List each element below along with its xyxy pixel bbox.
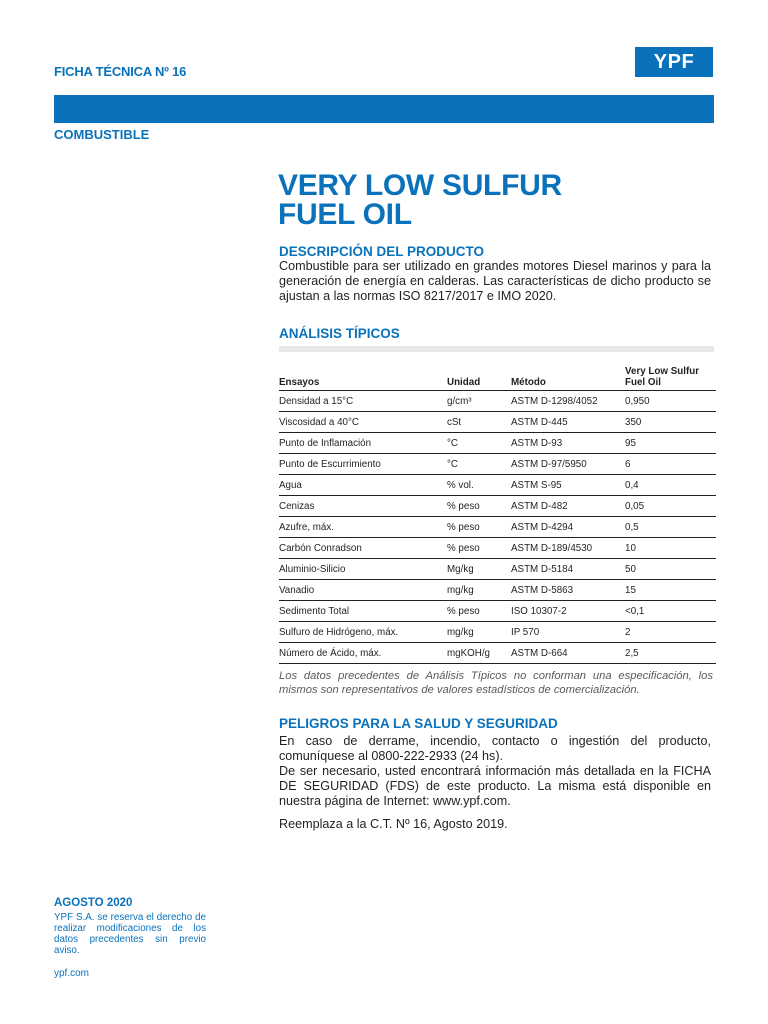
cell-unit: % peso <box>447 538 511 559</box>
cell-value: 0,4 <box>625 475 716 496</box>
cell-unit: °C <box>447 433 511 454</box>
table-row <box>279 580 716 601</box>
cell-method: ASTM D-4294 <box>511 517 625 538</box>
table-row <box>279 475 716 496</box>
cell-unit: g/cm³ <box>447 391 511 412</box>
cell-method: ISO 10307-2 <box>511 601 625 622</box>
website-link[interactable]: ypf.com <box>54 968 90 979</box>
analysis-note: Los datos precedentes de Análisis Típicos no conforman una especificación, los mismos son representativos de valores estadísticos de comercialización. <box>279 670 713 696</box>
table-row <box>279 454 716 475</box>
column-header-product <box>625 360 716 391</box>
column-header-product-label: Very Low Sulfur Fuel Oil <box>625 366 700 388</box>
table-row <box>279 622 716 643</box>
table-row <box>279 538 716 559</box>
cell-unit: mg/kg <box>447 622 511 643</box>
cell-value: <0,1 <box>625 601 716 622</box>
product-title-line2: FUEL OIL <box>278 198 412 231</box>
analysis-heading: ANÁLISIS TÍPICOS <box>279 326 400 341</box>
cell-value: 0,5 <box>625 517 716 538</box>
cell-value: 0,950 <box>625 391 716 412</box>
cell-unit: Mg/kg <box>447 559 511 580</box>
sheet-label: FICHA TÉCNICA Nº 16 <box>54 64 187 79</box>
description-heading: DESCRIPCIÓN DEL PRODUCTO <box>279 244 485 259</box>
cell-unit: °C <box>447 454 511 475</box>
table-body <box>279 391 716 664</box>
cell-unit: mgKOH/g <box>447 643 511 664</box>
safety-paragraph-emergency: En caso de derrame, incendio, contacto o ingestión del producto, comuníquese al 0800-222-2933 (24 hs). <box>279 734 711 763</box>
cell-test-name: Vanadio <box>279 580 447 601</box>
cell-value: 10 <box>625 538 716 559</box>
header-band <box>54 95 714 123</box>
cell-method: ASTM D-97/5950 <box>511 454 625 475</box>
product-title <box>278 171 708 229</box>
cell-unit: % peso <box>447 517 511 538</box>
table-row <box>279 643 716 664</box>
cell-unit: % vol. <box>447 475 511 496</box>
table-row <box>279 517 716 538</box>
table-row <box>279 559 716 580</box>
cell-method: ASTM D-5863 <box>511 580 625 601</box>
cell-test-name: Azufre, máx. <box>279 517 447 538</box>
cell-unit: % peso <box>447 601 511 622</box>
column-header-tests: Ensayos <box>279 360 447 391</box>
cell-test-name: Número de Ácido, máx. <box>279 643 447 664</box>
safety-text <box>279 734 711 809</box>
cell-value: 95 <box>625 433 716 454</box>
cell-method: IP 570 <box>511 622 625 643</box>
cell-method: ASTM D-189/4530 <box>511 538 625 559</box>
cell-method: ASTM D-445 <box>511 412 625 433</box>
cell-test-name: Densidad a 15°C <box>279 391 447 412</box>
table-header-row <box>279 360 716 391</box>
cell-unit: cSt <box>447 412 511 433</box>
cell-method: ASTM D-93 <box>511 433 625 454</box>
replaces-note: Reemplaza a la C.T. Nº 16, Agosto 2019. <box>279 817 508 831</box>
cell-value: 0,05 <box>625 496 716 517</box>
cell-test-name: Aluminio-Silicio <box>279 559 447 580</box>
table-row <box>279 433 716 454</box>
cell-test-name: Punto de Escurrimiento <box>279 454 447 475</box>
cell-value: 50 <box>625 559 716 580</box>
issue-date: AGOSTO 2020 <box>54 897 133 909</box>
cell-method: ASTM S-95 <box>511 475 625 496</box>
cell-method: ASTM D-664 <box>511 643 625 664</box>
cell-value: 2 <box>625 622 716 643</box>
cell-unit: mg/kg <box>447 580 511 601</box>
column-header-method: Método <box>511 360 625 391</box>
section-divider <box>279 346 714 352</box>
table-row <box>279 391 716 412</box>
table-row <box>279 496 716 517</box>
disclaimer: YPF S.A. se reserva el derecho de realizar modificaciones de los datos precedentes sin previo aviso. <box>54 912 206 956</box>
column-header-unit: Unidad <box>447 360 511 391</box>
cell-test-name: Agua <box>279 475 447 496</box>
product-title-line1: VERY LOW SULFUR <box>278 169 562 202</box>
cell-test-name: Sedimento Total <box>279 601 447 622</box>
cell-method: ASTM D-482 <box>511 496 625 517</box>
table-row <box>279 412 716 433</box>
cell-test-name: Carbón Conradson <box>279 538 447 559</box>
table-row <box>279 601 716 622</box>
category-label: COMBUSTIBLE <box>54 127 150 142</box>
analysis-table <box>279 360 716 664</box>
cell-unit: % peso <box>447 496 511 517</box>
cell-test-name: Sulfuro de Hidrógeno, máx. <box>279 622 447 643</box>
cell-test-name: Viscosidad a 40°C <box>279 412 447 433</box>
cell-value: 350 <box>625 412 716 433</box>
cell-method: ASTM D-1298/4052 <box>511 391 625 412</box>
cell-test-name: Punto de Inflamación <box>279 433 447 454</box>
ypf-logo: YPF <box>635 47 713 77</box>
cell-value: 15 <box>625 580 716 601</box>
cell-method: ASTM D-5184 <box>511 559 625 580</box>
safety-paragraph-info: De ser necesario, usted encontrará información más detallada en la FICHA DE SEGURIDAD (FDS) de este producto. La misma está disponible en nuestra página de Internet: www.ypf.com. <box>279 764 711 808</box>
cell-value: 2,5 <box>625 643 716 664</box>
description-text: Combustible para ser utilizado en grandes motores Diesel marinos y para la generación de energía en calderas. Las características de dicho producto se ajustan a las normas ISO 8217/2017 e IMO 2020. <box>279 259 711 303</box>
safety-heading: PELIGROS PARA LA SALUD Y SEGURIDAD <box>279 716 558 731</box>
cell-test-name: Cenizas <box>279 496 447 517</box>
cell-value: 6 <box>625 454 716 475</box>
